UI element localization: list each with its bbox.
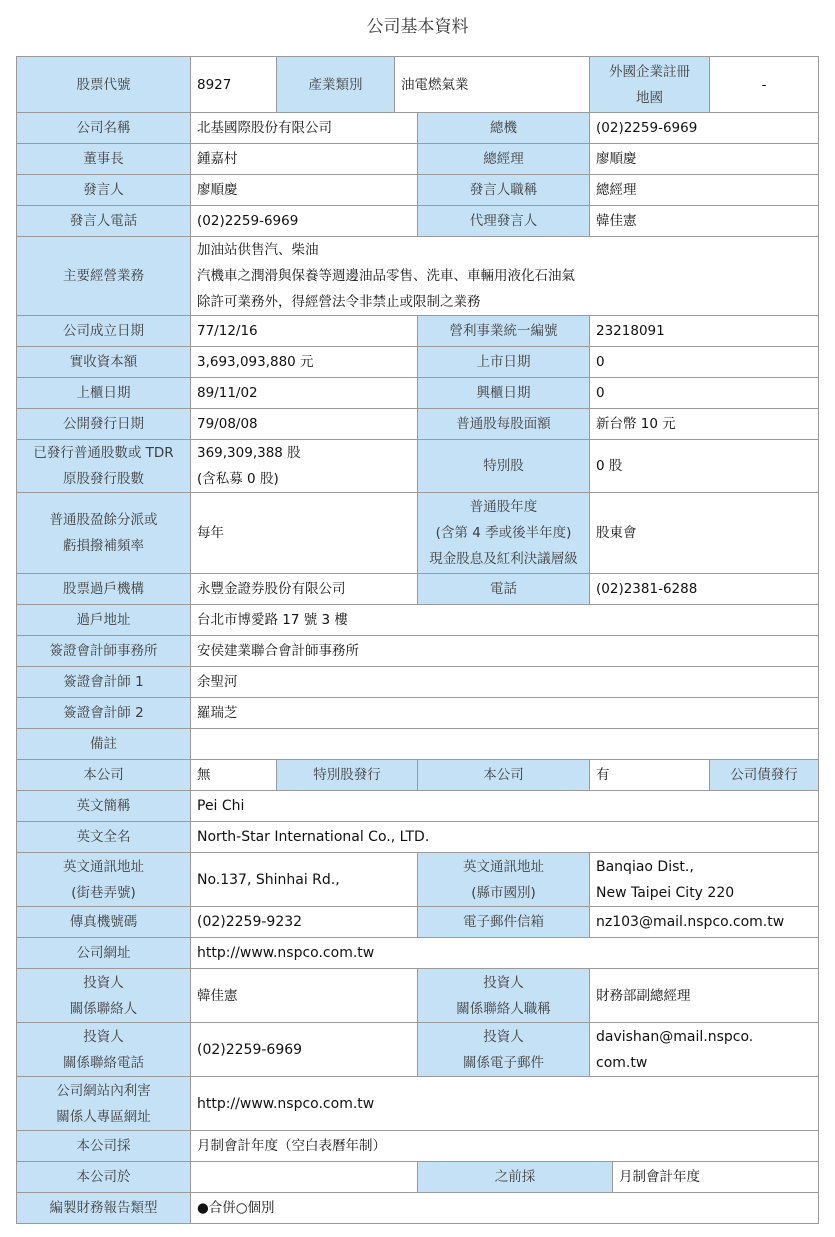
company-label-b: 本公司 [418,760,590,791]
notes-value [191,729,819,760]
table-row [17,938,819,969]
public-date-label: 公開發行日期 [17,409,191,440]
business-label: 主要經營業務 [17,237,191,316]
tax-id-value: 23218091 [590,316,819,347]
ir-phone-label: 投資人 關係聯絡電話 [17,1023,191,1077]
gm-label: 總經理 [418,144,590,175]
dividend-frequency-value: 每年 [191,493,418,574]
table-row [17,440,819,493]
report-type-label: 編製財務報告類型 [17,1193,191,1224]
bond-issue-value: 有 [590,760,710,791]
emerging-date-label: 興櫃日期 [418,378,590,409]
page-title: 公司基本資料 [366,17,469,37]
chairman-label: 董事長 [17,144,191,175]
prior-value [191,1162,418,1193]
en-full-value: North-Star International Co., LTD. [191,822,819,853]
company-info-table [16,56,819,1224]
email-label: 電子郵件信箱 [418,907,590,938]
dividend-level-value: 股東會 [590,493,819,574]
table-row [17,1162,819,1193]
main-phone-label: 總機 [418,113,590,144]
listing-date-label: 上市日期 [418,347,590,378]
ir-title-label: 投資人 關係聯絡人職稱 [418,969,590,1023]
transfer-phone-value: (02)2381-6288 [590,574,819,605]
table-row [17,1193,819,1224]
cpa-firm-label: 簽證會計師事務所 [17,636,191,667]
table-row [17,791,819,822]
table-row [17,729,819,760]
transfer-address-label: 過戶地址 [17,605,191,636]
table-row [17,636,819,667]
public-date-value: 79/08/08 [191,409,418,440]
table-row [17,969,819,1023]
special-issue-value: 無 [191,760,277,791]
dividend-level-label: 普通股年度 (含第 4 季或後半年度) 現金股息及紅利決議層級 [418,493,590,574]
stock-code-label: 股票代號 [17,57,191,113]
main-phone-value: (02)2259-6969 [590,113,819,144]
website-label: 公司網址 [17,938,191,969]
cpa1-label: 簽證會計師 1 [17,667,191,698]
special-shares-label: 特別股 [418,440,590,493]
fax-label: 傳真機號碼 [17,907,191,938]
table-row [17,574,819,605]
stakeholder-url-value: http://www.nspco.com.tw [191,1077,819,1131]
prior-adopt-value: 月制會計年度 [613,1162,819,1193]
en-address-city-label: 英文通訊地址 (縣市國別) [418,853,590,907]
table-row [17,378,819,409]
table-row [17,57,819,113]
en-address-street-label: 英文通訊地址 (街巷弄號) [17,853,191,907]
spokesman-phone-label: 發言人電話 [17,206,191,237]
table-row [17,1131,819,1162]
en-short-label: 英文簡稱 [17,791,191,822]
spokesman-label: 發言人 [17,175,191,206]
spokesman-value: 廖順慶 [191,175,418,206]
table-row [17,760,819,791]
table-row [17,409,819,440]
table-row [17,667,819,698]
dividend-frequency-label: 普通股盈餘分派或 虧損撥補頻率 [17,493,191,574]
emerging-date-value: 0 [590,378,819,409]
bond-issue-label: 公司債發行 [710,760,819,791]
chairman-value: 鍾嘉村 [191,144,418,175]
stakeholder-label: 公司網站內利害 關係人專區網址 [17,1077,191,1131]
spokesman-phone-value: (02)2259-6969 [191,206,418,237]
table-row [17,237,819,316]
foreign-reg-label: 外國企業註冊 地國 [590,57,710,113]
founded-value: 77/12/16 [191,316,418,347]
cpa2-label: 簽證會計師 2 [17,698,191,729]
ir-email-label: 投資人 關係電子郵件 [418,1023,590,1077]
en-short-value: Pei Chi [191,791,819,822]
transfer-agent-value: 永豐金證券股份有限公司 [191,574,418,605]
special-issue-label: 特別股發行 [277,760,418,791]
cpa2-value: 羅瑞芝 [191,698,819,729]
table-row [17,605,819,636]
fiscal-value: 月制會計年度（空白表曆年制） [191,1131,819,1162]
listing-date-value: 0 [590,347,819,378]
en-full-label: 英文全名 [17,822,191,853]
table-row [17,206,819,237]
table-row [17,853,819,907]
transfer-phone-label: 電話 [418,574,590,605]
cpa-firm-value: 安侯建業聯合會計師事務所 [191,636,819,667]
company-label-a: 本公司 [17,760,191,791]
par-value-value: 新台幣 10 元 [590,409,819,440]
email-value: nz103@mail.nspco.com.tw [590,907,819,938]
par-value-label: 普通股每股面額 [418,409,590,440]
industry-label: 產業類別 [277,57,395,113]
business-value: 加油站供售汽、柴油 汽機車之潤滑與保養等週邊油品零售、洗車、車輛用液化石油氣 除許可業務外，得經營法令非禁止或限制之業務 [191,237,819,316]
ir-phone-value: (02)2259-6969 [191,1023,418,1077]
table-row [17,347,819,378]
table-row [17,493,819,574]
ir-title-value: 財務部副總經理 [590,969,819,1023]
otc-date-value: 89/11/02 [191,378,418,409]
en-address-city-value: Banqiao Dist., New Taipei City 220 [590,853,819,907]
tax-id-label: 營利事業統一編號 [418,316,590,347]
capital-label: 實收資本額 [17,347,191,378]
company-name-label: 公司名稱 [17,113,191,144]
table-row [17,175,819,206]
spokesman-title-label: 發言人職稱 [418,175,590,206]
stock-code-value: 8927 [191,57,277,113]
table-row [17,316,819,347]
table-row [17,1077,819,1131]
fax-value: (02)2259-9232 [191,907,418,938]
notes-label: 備註 [17,729,191,760]
transfer-agent-label: 股票過戶機構 [17,574,191,605]
table-row [17,1023,819,1077]
ir-contact-value: 韓佳憲 [191,969,418,1023]
founded-label: 公司成立日期 [17,316,191,347]
prior-adopt-label: 之前採 [418,1162,613,1193]
gm-value: 廖順慶 [590,144,819,175]
table-row [17,144,819,175]
company-name-value: 北基國際股份有限公司 [191,113,418,144]
table-row [17,698,819,729]
foreign-reg-value: - [710,57,819,113]
industry-value: 油電燃氣業 [395,57,590,113]
table-row [17,113,819,144]
prior-label: 本公司於 [17,1162,191,1193]
otc-date-label: 上櫃日期 [17,378,191,409]
special-shares-value: 0 股 [590,440,819,493]
fiscal-label: 本公司採 [17,1131,191,1162]
deputy-spokesman-label: 代理發言人 [418,206,590,237]
transfer-address-value: 台北市博愛路 17 號 3 樓 [191,605,819,636]
table-row [17,907,819,938]
ir-contact-label: 投資人 關係聯絡人 [17,969,191,1023]
table-row [17,822,819,853]
deputy-spokesman-value: 韓佳憲 [590,206,819,237]
en-address-street-value: No.137, Shinhai Rd., [191,853,418,907]
website-value: http://www.nspco.com.tw [191,938,819,969]
ir-email-value: davishan@mail.nspco. com.tw [590,1023,819,1077]
shares-issued-label: 已發行普通股數或 TDR 原股發行股數 [17,440,191,493]
shares-issued-value: 369,309,388 股 (含私募 0 股) [191,440,418,493]
report-type-value: ●合併○個別 [191,1193,819,1224]
spokesman-title-value: 總經理 [590,175,819,206]
cpa1-value: 余聖河 [191,667,819,698]
capital-value: 3,693,093,880 元 [191,347,418,378]
